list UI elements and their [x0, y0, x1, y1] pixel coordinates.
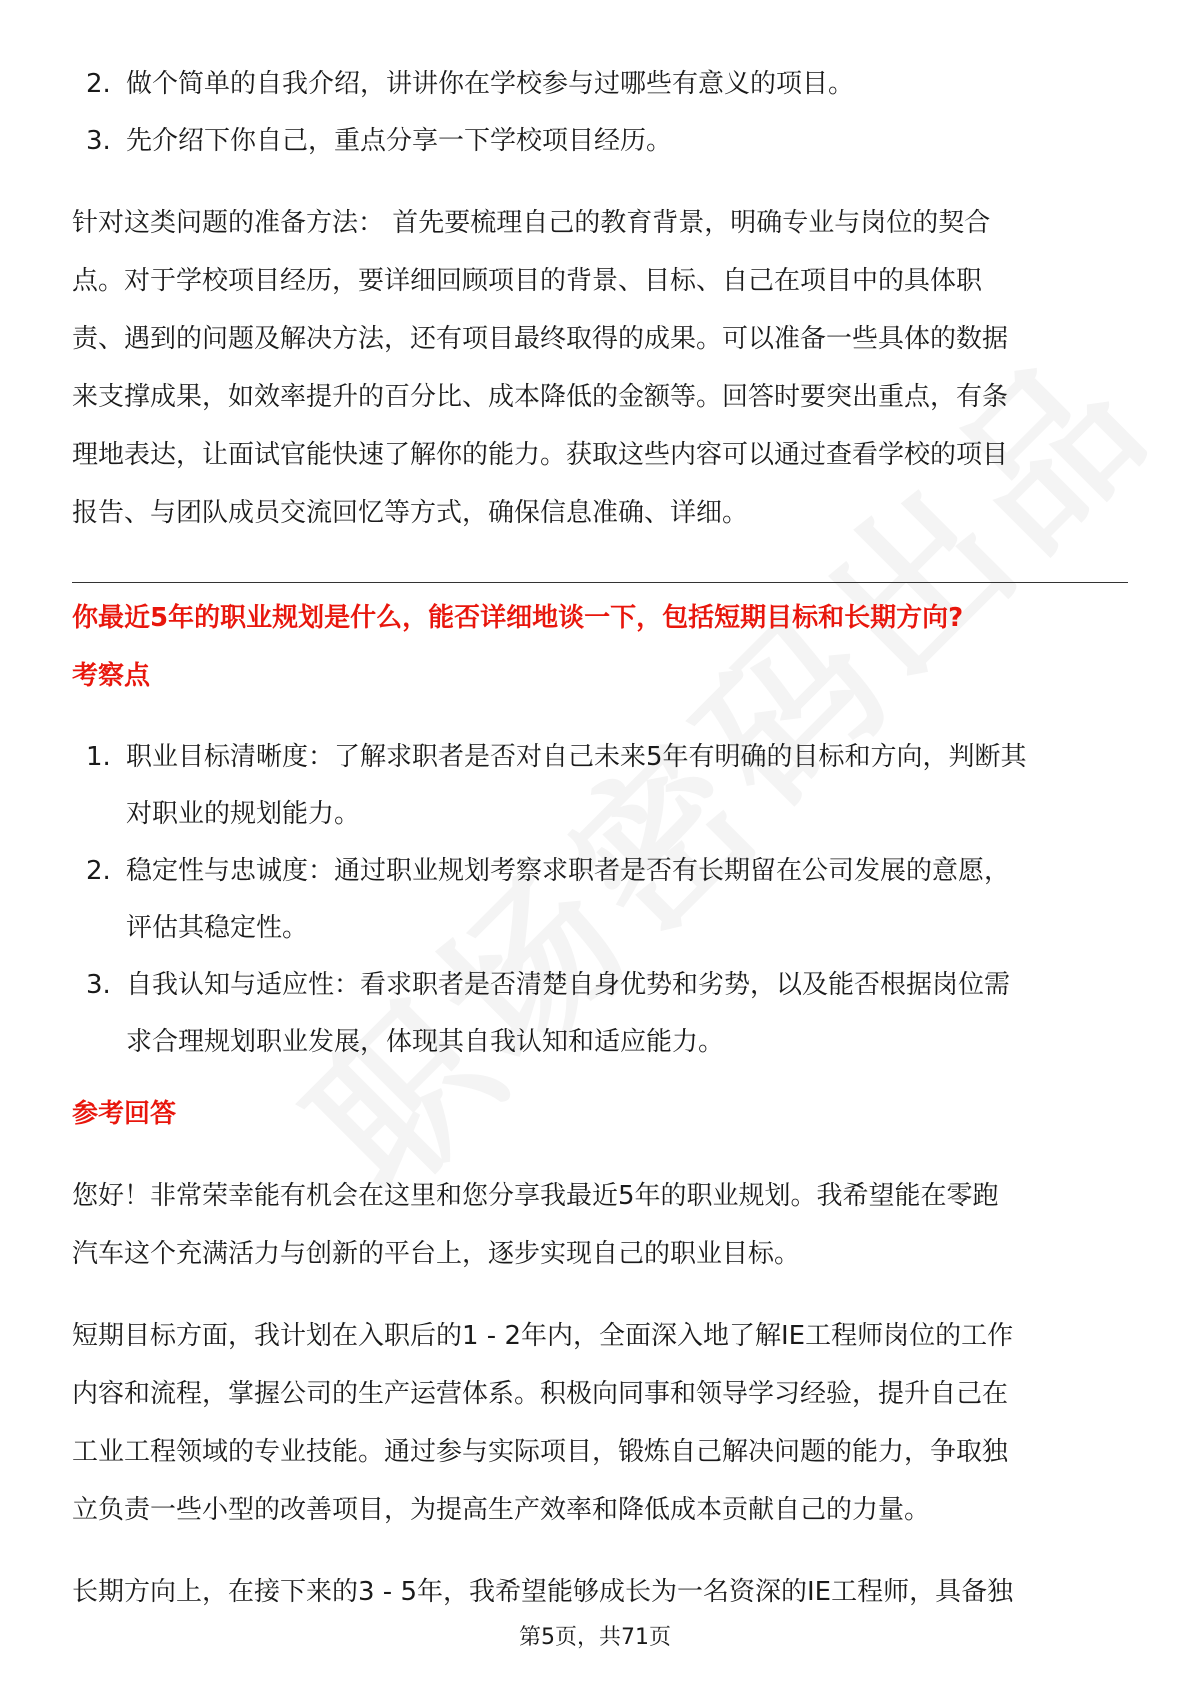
paragraph-line: 汽车这个充满活力与创新的平台上，逐步实现自己的职业目标。	[72, 1239, 801, 1269]
answer-paragraph-3	[72, 1563, 1128, 1621]
question-heading: 你最近5年的职业规划是什么，能否详细地谈一下，包括短期目标和长期方向?	[72, 603, 964, 633]
list-number: 1.	[86, 742, 111, 772]
list-item	[72, 56, 1128, 113]
paragraph-line: 您好！非常荣幸能有机会在这里和您分享我最近5年的职业规划。我希望能在零跑	[72, 1181, 999, 1211]
paragraph-line: 报告、与团队成员交流回忆等方式，确保信息准确、详细。	[72, 498, 749, 528]
list-text-line: 求合理规划职业发展，体现其自我认知和适应能力。	[126, 1027, 725, 1057]
list-item	[72, 113, 1128, 170]
list-text-line: 自我认知与适应性：看求职者是否清楚自身优势和劣势，以及能否根据岗位需	[126, 970, 1011, 1000]
list-text-line: 对职业的规划能力。	[126, 799, 361, 829]
paragraph-line: 理地表达，让面试官能快速了解你的能力。获取这些内容可以通过查看学校的项目	[72, 440, 1009, 470]
list-text-line: 稳定性与忠诚度：通过职业规划考察求职者是否有长期留在公司发展的意愿，	[126, 856, 1011, 886]
page-content	[72, 56, 1128, 1621]
answer-label: 参考回答	[72, 1099, 177, 1129]
list-item	[72, 729, 1128, 843]
paragraph-line: 短期目标方面，我计划在入职后的1 - 2年内，全面深入地了解IE工程师岗位的工作	[72, 1321, 1014, 1351]
paragraph-line: 来支撑成果，如效率提升的百分比、成本降低的金额等。回答时要突出重点，有条	[72, 382, 1009, 412]
page-footer: 第5页，共71页	[519, 1625, 671, 1650]
paragraph-line: 长期方向上，在接下来的3 - 5年，我希望能够成长为一名资深的IE工程师，具备独	[72, 1577, 1014, 1607]
list-text: 做个简单的自我介绍，讲讲你在学校参与过哪些有意义的项目。	[126, 69, 855, 99]
paragraph-line: 责、遇到的问题及解决方法，还有项目最终取得的成果。可以准备一些具体的数据	[72, 324, 1009, 354]
list-text-line: 职业目标清晰度：了解求职者是否对自己未来5年有明确的目标和方向，判断其	[126, 742, 1027, 772]
paragraph-line: 点。对于学校项目经历，要详细回顾项目的背景、目标、自己在项目中的具体职	[72, 266, 983, 296]
list-text: 先介绍下你自己，重点分享一下学校项目经历。	[126, 126, 673, 156]
paragraph-line: 立负责一些小型的改善项目，为提高生产效率和降低成本贡献自己的力量。	[72, 1495, 931, 1525]
intro-question-list	[72, 56, 1128, 170]
list-number: 3.	[86, 970, 111, 1000]
paragraph-line: 工业工程领域的专业技能。通过参与实际项目，锻炼自己解决问题的能力，争取独	[72, 1437, 1009, 1467]
list-text-line: 评估其稳定性。	[126, 913, 309, 943]
answer-paragraph-1	[72, 1167, 1128, 1283]
assessment-list	[72, 729, 1128, 1071]
paragraph-line: 针对这类问题的准备方法： 首先要梳理自己的教育背景，明确专业与岗位的契合	[72, 208, 991, 238]
list-number: 2.	[86, 856, 111, 886]
list-item	[72, 843, 1128, 957]
list-item	[72, 957, 1128, 1071]
prep-paragraph	[72, 194, 1128, 542]
list-number: 2.	[86, 69, 111, 99]
paragraph-line: 内容和流程，掌握公司的生产运营体系。积极向同事和领导学习经验，提升自己在	[72, 1379, 1009, 1409]
list-number: 3.	[86, 126, 111, 156]
assessment-label: 考察点	[72, 661, 151, 691]
answer-paragraph-2	[72, 1307, 1128, 1539]
